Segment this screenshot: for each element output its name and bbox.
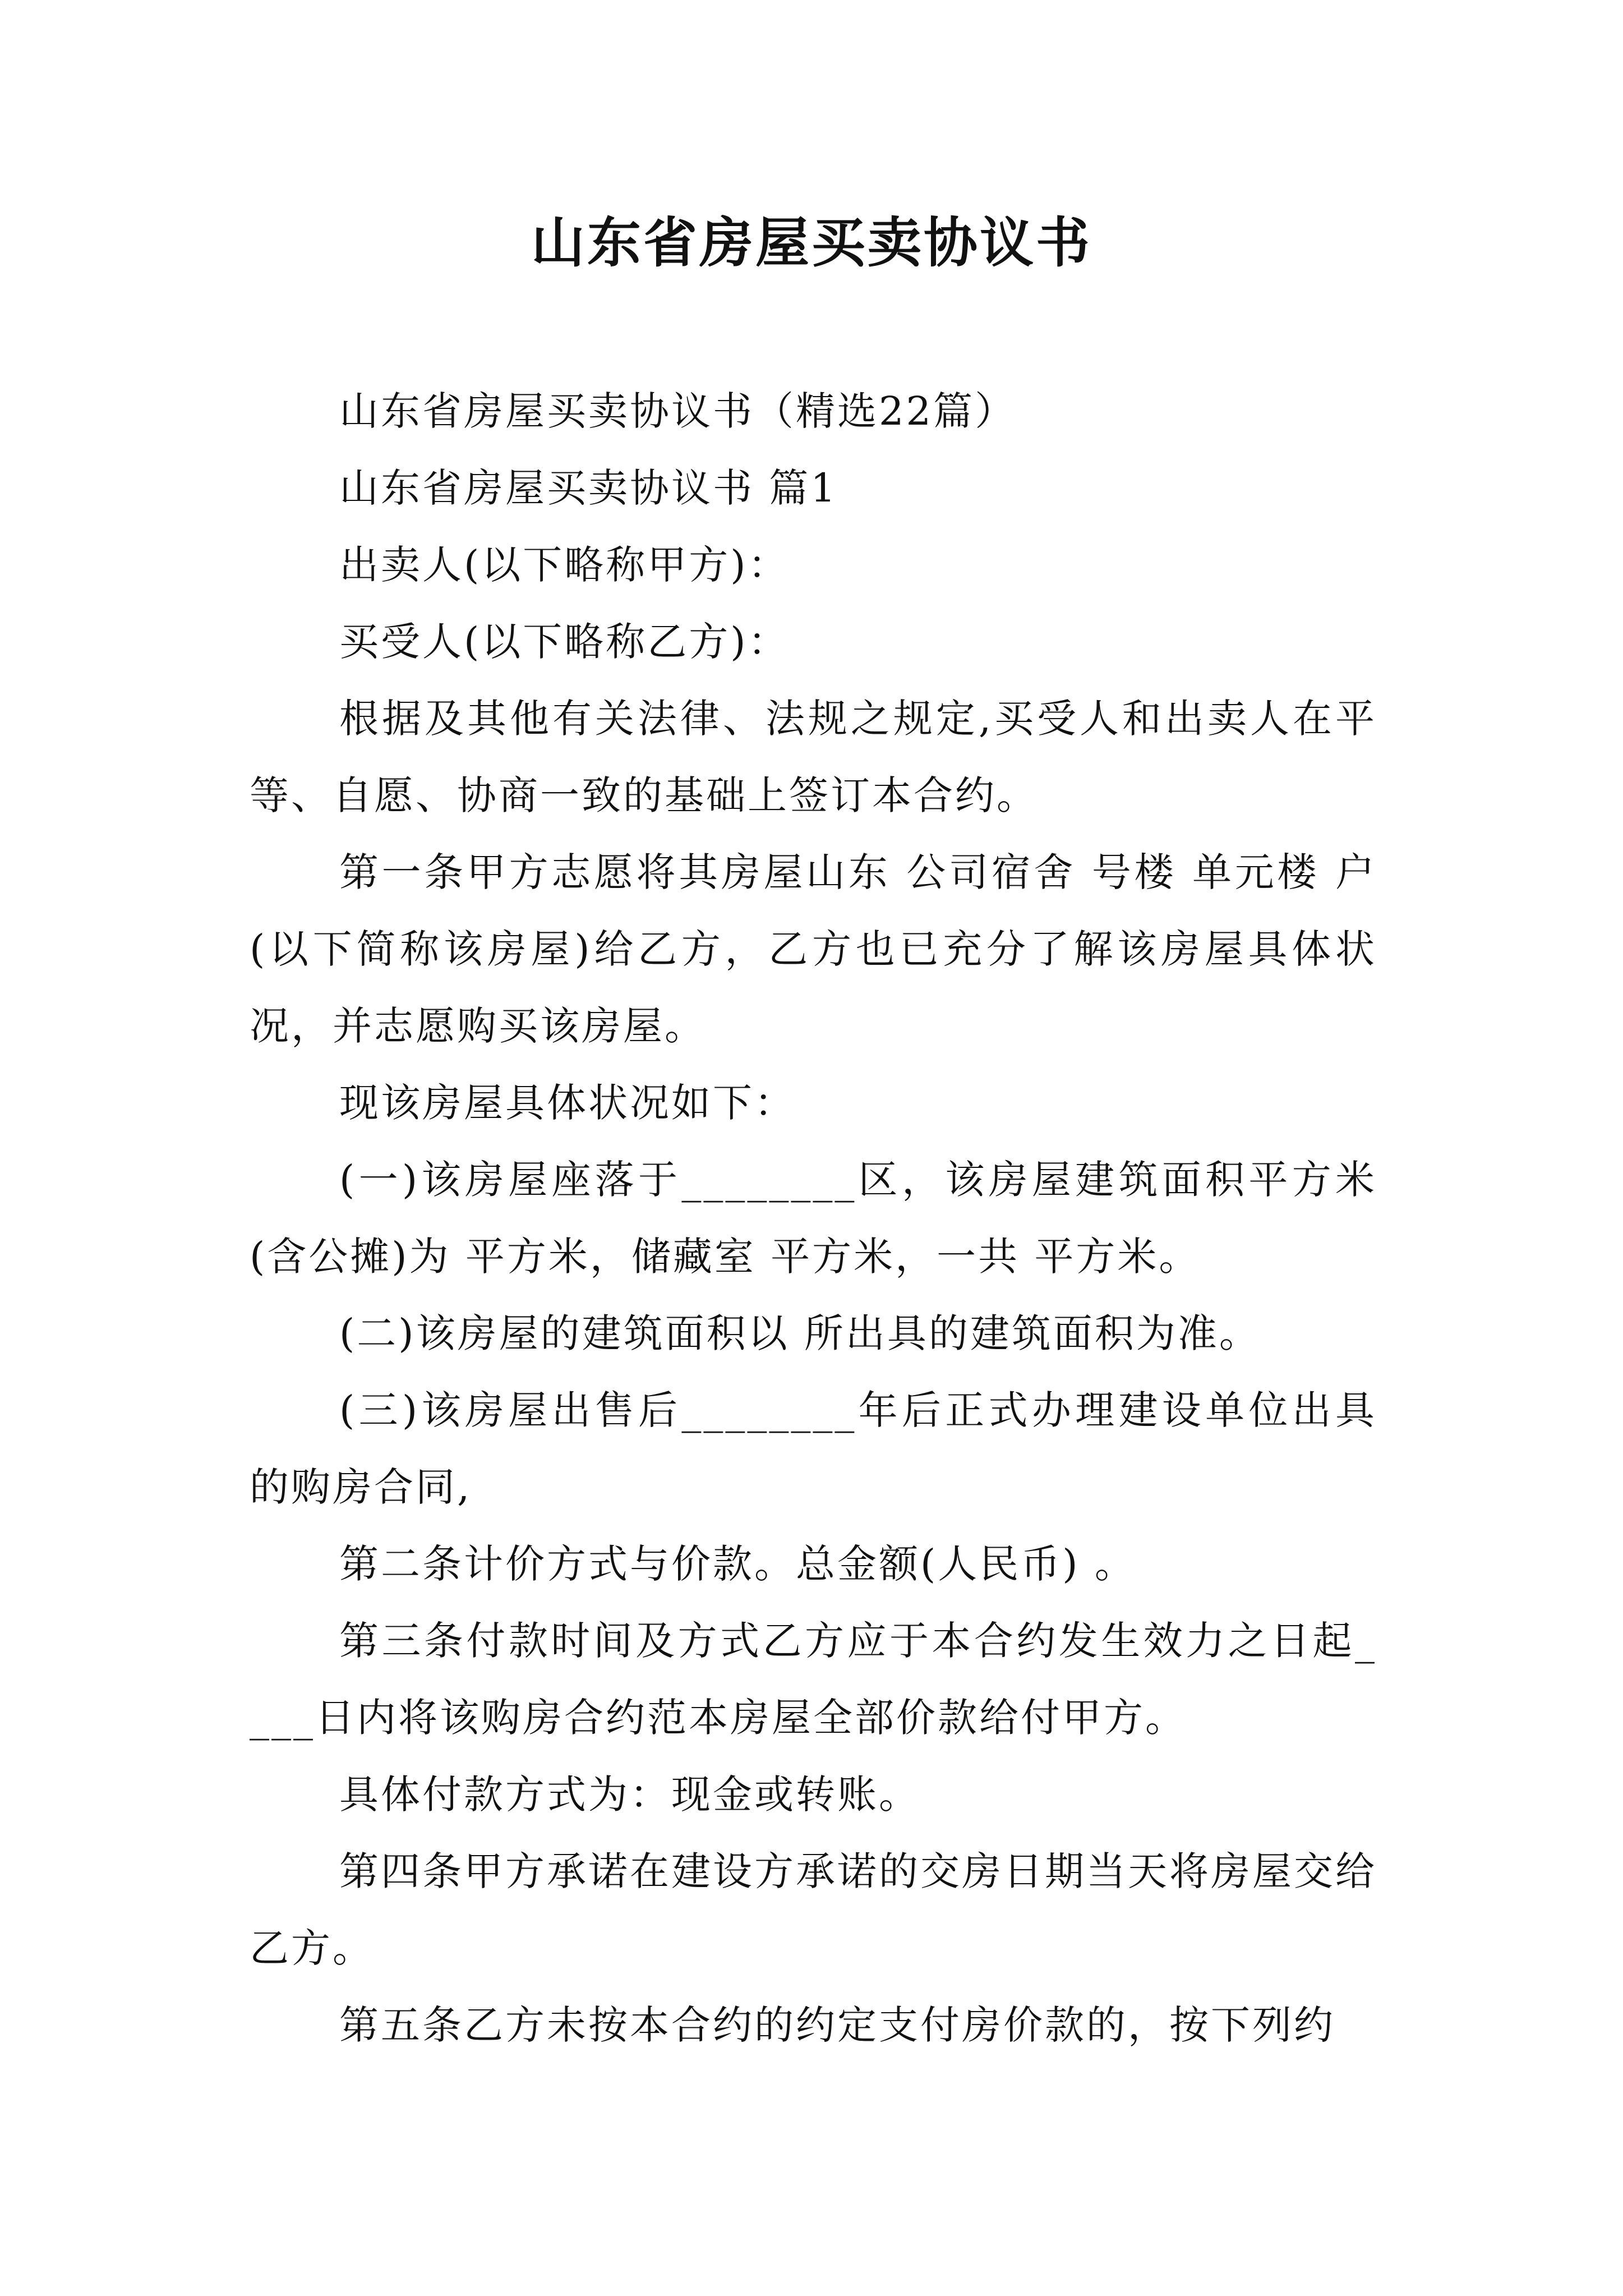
paragraph-article-3: 第三条付款时间及方式乙方应于本合约发生效力之日起____日内将该购房合约范本房屋全部价款给付甲方。: [250, 1618, 1377, 1741]
paragraph-article-5: 第五条乙方未按本合约的约定支付房价款的，按下列约: [339, 2002, 1335, 2048]
paragraph-payment-method: 具体付款方式为：现金或转账。: [339, 1772, 920, 1818]
paragraph-basis: 根据及其他有关法律、法规之规定,买受人和出卖人在平等、自愿、协商一致的基础上签订本合约。: [250, 696, 1377, 818]
paragraph-section-heading: 山东省房屋买卖协议书 篇1: [339, 465, 838, 511]
document-title: 山东省房屋买卖协议书: [531, 211, 1092, 274]
paragraph-status-intro: 现该房屋具体状况如下：: [339, 1080, 796, 1126]
paragraph-buyer: 买受人(以下略称乙方)：: [339, 619, 790, 665]
paragraph-item-1: (一)该房屋座落于________区，该房屋建筑面积平方米(含公摊)为 平方米，储藏室 平方米，一共 平方米。: [250, 1157, 1377, 1280]
paragraph-article-4: 第四条甲方承诺在建设方承诺的交房日期当天将房屋交给乙方。: [250, 1848, 1377, 1971]
document-body: [250, 373, 1377, 2064]
paragraph-article-1: 第一条甲方志愿将其房屋山东 公司宿舍 号楼 单元楼 户(以下简称该房屋)给乙方，乙方也已充分了解该房屋具体状况，并志愿购买该房屋。: [250, 849, 1377, 1049]
paragraph-item-3: (三)该房屋出售后________年后正式办理建设单位出具的购房合同,: [250, 1387, 1377, 1510]
paragraph-seller: 出卖人(以下略称甲方)：: [339, 542, 790, 588]
paragraph-subtitle: 山东省房屋买卖协议书（精选22篇）: [339, 388, 1017, 434]
paragraph-item-2: (二)该房屋的建筑面积以 所出具的建筑面积为准。: [339, 1310, 1261, 1356]
paragraph-article-2: 第二条计价方式与价款。总金额(人民币) 。: [339, 1541, 1136, 1587]
